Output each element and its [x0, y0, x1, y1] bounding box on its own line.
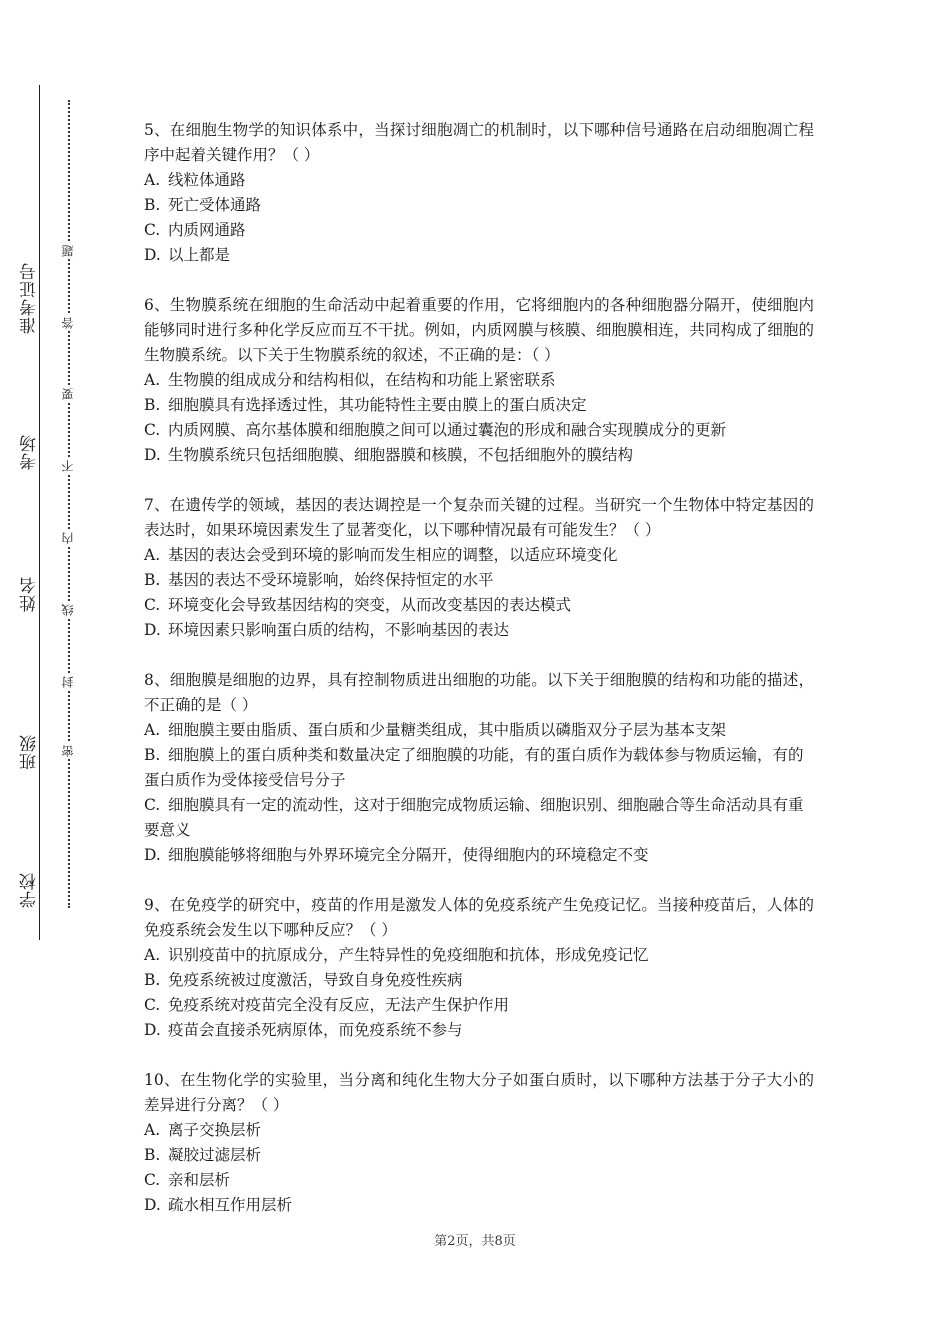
option-letter: B. [144, 971, 161, 989]
option-text: 疫苗会直接杀死病原体，而免疫系统不参与 [168, 1021, 463, 1039]
option-c [144, 793, 814, 843]
option-b [144, 568, 814, 593]
option-d [144, 843, 814, 868]
option-c [144, 218, 814, 243]
question-stem: 9、在免疫学的研究中，疫苗的作用是激发人体的免疫系统产生免疫记忆。当接种疫苗后，人体的免疫系统会发生以下哪种反应？（ ） [144, 896, 814, 939]
option-b [144, 393, 814, 418]
question-list [144, 118, 814, 1243]
option-a [144, 543, 814, 568]
option-letter: A. [144, 371, 161, 389]
option-text: 识别疫苗中的抗原成分，产生特异性的免疫细胞和抗体，形成免疫记忆 [168, 946, 649, 964]
option-text: 细胞膜能够将细胞与外界环境完全分隔开，使得细胞内的环境稳定不变 [168, 846, 649, 864]
question-stem: 5、在细胞生物学的知识体系中，当探讨细胞凋亡的机制时，以下哪种信号通路在启动细胞凋亡程序中起着关键作用？（ ） [144, 121, 814, 164]
seal-char: 题 [61, 245, 75, 257]
seal-char: 密 [61, 745, 75, 757]
option-b [144, 743, 814, 793]
option-text: 死亡受体通路 [168, 196, 262, 214]
seal-char: 封 [61, 676, 75, 688]
option-text: 疏水相互作用层析 [168, 1196, 293, 1214]
option-text: 细胞膜主要由脂质、蛋白质和少量糖类组成，其中脂质以磷脂双分子层为基本支架 [168, 721, 727, 739]
option-b [144, 1143, 814, 1168]
option-text: 细胞膜上的蛋白质种类和数量决定了细胞膜的功能，有的蛋白质作为载体参与物质运输，有的蛋白质作为受体接受信号分子 [144, 746, 804, 789]
option-text: 生物膜系统只包括细胞膜、细胞器膜和核膜，不包括细胞外的膜结构 [168, 446, 634, 464]
option-letter: D. [144, 446, 161, 464]
option-letter: A. [144, 1121, 161, 1139]
option-letter: C. [144, 596, 161, 614]
seal-char: 线 [61, 604, 75, 616]
option-letter: C. [144, 1171, 161, 1189]
option-text: 生物膜的组成成分和结构相似，在结构和功能上紧密联系 [168, 371, 556, 389]
question-7 [144, 493, 814, 643]
option-text: 细胞膜具有选择透过性，其功能特性主要由膜上的蛋白质决定 [168, 396, 587, 414]
question-6 [144, 293, 814, 468]
option-text: 免疫系统对疫苗完全没有反应，无法产生保护作用 [168, 996, 510, 1014]
option-letter: D. [144, 846, 161, 864]
option-letter: A. [144, 946, 161, 964]
option-letter: A. [144, 546, 161, 564]
option-c [144, 1168, 814, 1193]
option-letter: B. [144, 396, 161, 414]
seal-char: 答 [61, 317, 75, 329]
option-letter: A. [144, 171, 161, 189]
option-text: 凝胶过滤层析 [168, 1146, 262, 1164]
option-a [144, 368, 814, 393]
option-a [144, 168, 814, 193]
option-d [144, 1193, 814, 1218]
option-text: 亲和层析 [168, 1171, 231, 1189]
question-10 [144, 1068, 814, 1218]
question-5 [144, 118, 814, 268]
option-d [144, 243, 814, 268]
field-name: 姓名 [22, 572, 39, 616]
option-text: 环境变化会导致基因结构的突变，从而改变基因的表达模式 [168, 596, 572, 614]
page-footer: 第2页，共8页 [434, 1234, 516, 1249]
option-text: 以上都是 [168, 246, 231, 264]
option-text: 线粒体通路 [168, 171, 246, 189]
option-d [144, 618, 814, 643]
seal-char: 不 [61, 460, 75, 472]
option-d [144, 1018, 814, 1043]
option-letter: B. [144, 746, 161, 764]
field-class: 班级 [22, 730, 39, 774]
question-stem: 6、生物膜系统在细胞的生命活动中起着重要的作用，它将细胞内的各种细胞器分隔开，使细胞内能够同时进行多种化学反应而互不干扰。例如，内质网膜与核膜、细胞膜相连，共同构成了细胞的生物膜系统。以下关于生物膜系统的叙述，不正确的是：（ ） [144, 296, 814, 364]
binding-margin [0, 0, 110, 1344]
seal-char: 内 [61, 532, 75, 544]
option-b [144, 968, 814, 993]
question-stem: 7、在遗传学的领域，基因的表达调控是一个复杂而关键的过程。当研究一个生物体中特定基因的表达时，如果环境因素发生了显著变化，以下哪种情况最有可能发生？（ ） [144, 496, 814, 539]
option-letter: D. [144, 246, 161, 264]
option-text: 基因的表达不受环境影响，始终保持恒定的水平 [168, 571, 494, 589]
option-text: 内质网通路 [168, 221, 246, 239]
option-letter: D. [144, 1021, 161, 1039]
option-c [144, 993, 814, 1018]
question-8 [144, 668, 814, 868]
field-exam-room: 考场 [22, 430, 39, 474]
binding-dotted-line [68, 100, 70, 908]
option-c [144, 593, 814, 618]
option-c [144, 418, 814, 443]
question-9 [144, 893, 814, 1043]
option-letter: B. [144, 1146, 161, 1164]
option-text: 离子交换层析 [168, 1121, 262, 1139]
option-a [144, 943, 814, 968]
option-letter: A. [144, 721, 161, 739]
question-stem: 10、在生物化学的实验里，当分离和纯化生物大分子如蛋白质时，以下哪种方法基于分子大小的差异进行分离？（ ） [144, 1071, 814, 1114]
option-letter: B. [144, 196, 161, 214]
option-b [144, 193, 814, 218]
option-letter: C. [144, 421, 161, 439]
option-letter: D. [144, 1196, 161, 1214]
option-letter: C. [144, 221, 161, 239]
field-school: 学校 [22, 868, 39, 912]
question-stem: 8、细胞膜是细胞的边界，具有控制物质进出细胞的功能。以下关于细胞膜的结构和功能的描述，不正确的是（ ） [144, 671, 814, 714]
option-d [144, 443, 814, 468]
option-letter: C. [144, 796, 161, 814]
option-text: 免疫系统被过度激活，导致自身免疫性疾病 [168, 971, 463, 989]
field-exam-id: 准考证号 [22, 258, 39, 338]
option-text: 基因的表达会受到环境的影响而发生相应的调整，以适应环境变化 [168, 546, 618, 564]
option-letter: D. [144, 621, 161, 639]
option-letter: C. [144, 996, 161, 1014]
binding-solid-line [39, 85, 40, 940]
option-letter: B. [144, 571, 161, 589]
option-text: 细胞膜具有一定的流动性，这对于细胞完成物质运输、细胞识别、细胞融合等生命活动具有重要意义 [144, 796, 804, 839]
option-text: 环境因素只影响蛋白质的结构，不影响基因的表达 [168, 621, 510, 639]
option-a [144, 718, 814, 743]
option-a [144, 1118, 814, 1143]
seal-char: 要 [61, 388, 75, 400]
option-text: 内质网膜、高尔基体膜和细胞膜之间可以通过囊泡的形成和融合实现膜成分的更新 [168, 421, 727, 439]
